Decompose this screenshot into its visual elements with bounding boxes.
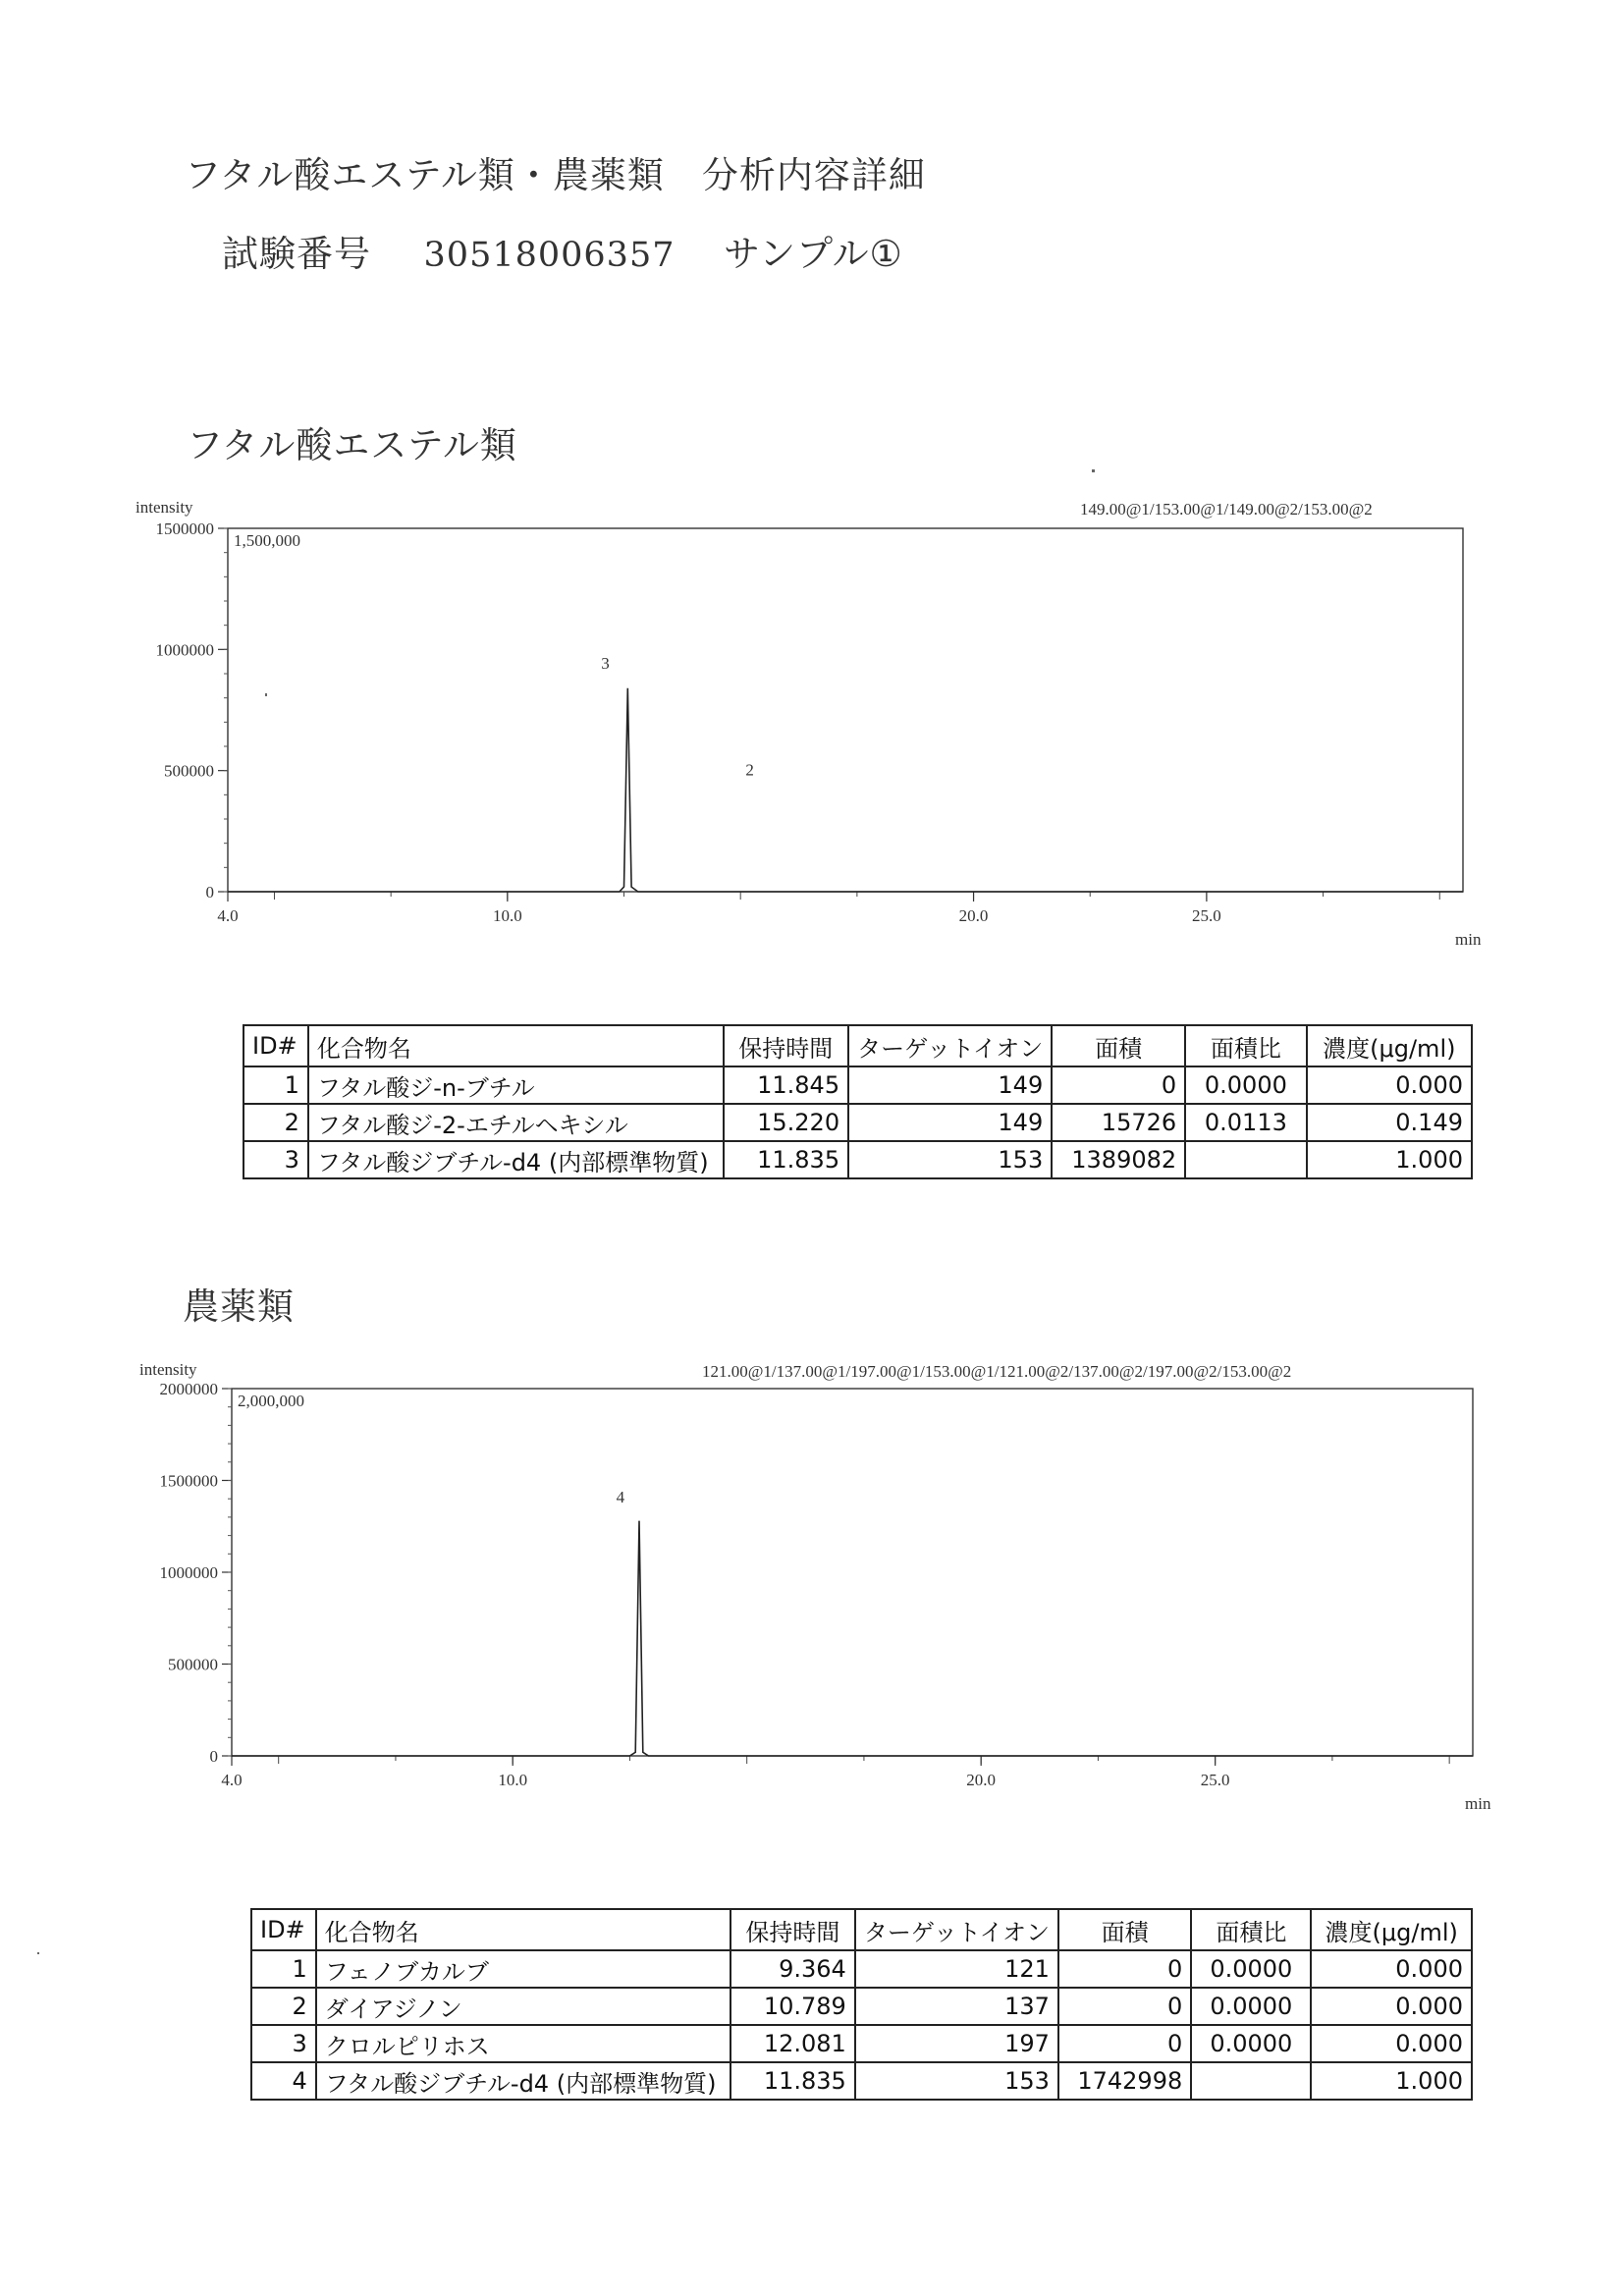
y-tick-label: 0 <box>209 1747 218 1766</box>
col-area-ratio: 面積比 <box>1191 1909 1311 1950</box>
x-tick-label: 10.0 <box>492 906 522 925</box>
cell-target-ion: 149 <box>848 1066 1052 1104</box>
y-axis-label: intensity <box>139 1360 197 1379</box>
scan-speck <box>1092 469 1095 472</box>
cell-compound: クロルピリホス <box>316 2025 730 2062</box>
cell-area: 0 <box>1058 1950 1191 1988</box>
cell-target-ion: 137 <box>855 1988 1058 2025</box>
ion-label: 149.00@1/153.00@1/149.00@2/153.00@2 <box>1080 500 1373 519</box>
cell-concentration: 0.000 <box>1311 1950 1472 1988</box>
cell-concentration: 0.000 <box>1307 1066 1472 1104</box>
table-row <box>243 1066 1472 1104</box>
cell-area-ratio: 0.0000 <box>1191 2025 1311 2062</box>
results-table-phthalates <box>243 1024 1473 1179</box>
scan-speck <box>265 693 267 696</box>
sample-label: サンプル① <box>724 233 903 275</box>
x-axis-label: min <box>1465 1794 1491 1813</box>
test-number: 30518006357 <box>423 236 676 275</box>
table-row <box>243 1141 1472 1178</box>
cell-area: 0 <box>1052 1066 1185 1104</box>
col-target-ion: ターゲットイオン <box>855 1909 1058 1950</box>
table-header-row <box>251 1909 1472 1950</box>
cell-area-ratio <box>1185 1141 1306 1178</box>
table-row <box>251 1950 1472 1988</box>
cell-area: 0 <box>1058 1988 1191 2025</box>
max-scale-label: 2,000,000 <box>238 1392 304 1410</box>
cell-retention-time: 11.835 <box>730 2062 855 2100</box>
col-area: 面積 <box>1052 1025 1185 1066</box>
test-number-line <box>222 224 903 277</box>
cell-area-ratio: 0.0113 <box>1185 1104 1306 1141</box>
table-row <box>251 2062 1472 2100</box>
cell-compound: フタル酸ジブチル-d4 (内部標準物質) <box>316 2062 730 2100</box>
test-number-label: 試験番号 <box>222 233 371 275</box>
y-axis-label: intensity <box>135 498 193 517</box>
cell-target-ion: 121 <box>855 1950 1058 1988</box>
x-tick-label: 4.0 <box>221 1771 243 1789</box>
cell-target-ion: 153 <box>855 2062 1058 2100</box>
col-target-ion: ターゲットイオン <box>848 1025 1052 1066</box>
cell-concentration: 0.149 <box>1307 1104 1472 1141</box>
x-tick-label: 10.0 <box>498 1771 528 1789</box>
series-line <box>228 688 1463 892</box>
y-tick-label: 0 <box>205 883 214 902</box>
cell-id: 4 <box>251 2062 316 2100</box>
cell-id: 2 <box>243 1104 308 1141</box>
cell-compound: フタル酸ジブチル-d4 (内部標準物質) <box>308 1141 724 1178</box>
cell-area: 0 <box>1058 2025 1191 2062</box>
col-concentration: 濃度(μg/ml) <box>1307 1025 1472 1066</box>
ion-label: 121.00@1/137.00@1/197.00@1/153.00@1/121.00@2/137.00@2/197.00@2/153.00@2 <box>702 1362 1292 1381</box>
col-id: ID# <box>251 1909 316 1950</box>
cell-id: 3 <box>243 1141 308 1178</box>
y-tick-label: 500000 <box>164 761 214 781</box>
cell-id: 1 <box>251 1950 316 1988</box>
col-retention-time: 保持時間 <box>730 1909 855 1950</box>
cell-area: 15726 <box>1052 1104 1185 1141</box>
table-row <box>243 1104 1472 1141</box>
series-line <box>232 1521 1473 1756</box>
cell-area-ratio <box>1191 2062 1311 2100</box>
cell-area-ratio: 0.0000 <box>1185 1066 1306 1104</box>
col-area: 面積 <box>1058 1909 1191 1950</box>
results-table-pesticides <box>250 1908 1473 2101</box>
cell-target-ion: 153 <box>848 1141 1052 1178</box>
table-header-row <box>243 1025 1472 1066</box>
table-row <box>251 2025 1472 2062</box>
cell-concentration: 0.000 <box>1311 2025 1472 2062</box>
cell-id: 3 <box>251 2025 316 2062</box>
chromatogram-pesticides <box>118 1353 1492 1825</box>
cell-concentration: 0.000 <box>1311 1988 1472 2025</box>
page-title: フタル酸エステル類・農薬類 分析内容詳細 <box>185 154 926 196</box>
plot-frame <box>232 1389 1473 1756</box>
scan-speck <box>37 1952 39 1954</box>
x-tick-label: 20.0 <box>958 906 989 925</box>
cell-compound: ダイアジノン <box>316 1988 730 2025</box>
section-heading-pesticides: 農薬類 <box>183 1285 295 1328</box>
x-axis-label: min <box>1455 930 1482 949</box>
col-compound: 化合物名 <box>308 1025 724 1066</box>
cell-retention-time: 10.789 <box>730 1988 855 2025</box>
cell-id: 2 <box>251 1988 316 2025</box>
x-tick-label: 25.0 <box>1192 906 1221 925</box>
peak-label: 4 <box>616 1487 625 1506</box>
y-tick-label: 1500000 <box>159 1471 218 1491</box>
cell-target-ion: 149 <box>848 1104 1052 1141</box>
cell-retention-time: 11.845 <box>724 1066 849 1104</box>
cell-retention-time: 11.835 <box>724 1141 849 1178</box>
col-concentration: 濃度(μg/ml) <box>1311 1909 1472 1950</box>
plot-frame <box>228 528 1463 892</box>
y-tick-label: 500000 <box>168 1655 218 1674</box>
col-id: ID# <box>243 1025 308 1066</box>
y-tick-label: 1000000 <box>159 1563 218 1582</box>
cell-area-ratio: 0.0000 <box>1191 1988 1311 2025</box>
cell-area-ratio: 0.0000 <box>1191 1950 1311 1988</box>
y-tick-label: 1500000 <box>155 519 214 538</box>
x-tick-label: 25.0 <box>1200 1771 1230 1789</box>
col-retention-time: 保持時間 <box>724 1025 849 1066</box>
peak-label: 3 <box>601 654 610 674</box>
cell-concentration: 1.000 <box>1307 1141 1472 1178</box>
col-compound: 化合物名 <box>316 1909 730 1950</box>
cell-concentration: 1.000 <box>1311 2062 1472 2100</box>
cell-retention-time: 12.081 <box>730 2025 855 2062</box>
y-tick-label: 2000000 <box>159 1380 218 1398</box>
max-scale-label: 1,500,000 <box>234 531 300 550</box>
cell-area: 1389082 <box>1052 1141 1185 1178</box>
cell-compound: フタル酸ジ-n-ブチル <box>308 1066 724 1104</box>
cell-id: 1 <box>243 1066 308 1104</box>
x-tick-label: 4.0 <box>217 906 239 925</box>
cell-compound: フェノブカルブ <box>316 1950 730 1988</box>
cell-retention-time: 15.220 <box>724 1104 849 1141</box>
peak-label: 2 <box>745 760 754 780</box>
cell-compound: フタル酸ジ-2-エチルヘキシル <box>308 1104 724 1141</box>
x-tick-label: 20.0 <box>966 1771 997 1789</box>
cell-area: 1742998 <box>1058 2062 1191 2100</box>
y-tick-label: 1000000 <box>155 640 214 660</box>
section-heading-phthalates: フタル酸エステル類 <box>187 424 517 466</box>
cell-retention-time: 9.364 <box>730 1950 855 1988</box>
col-area-ratio: 面積比 <box>1185 1025 1306 1066</box>
table-row <box>251 1988 1472 2025</box>
cell-target-ion: 197 <box>855 2025 1058 2062</box>
chromatogram-phthalates <box>118 491 1492 962</box>
